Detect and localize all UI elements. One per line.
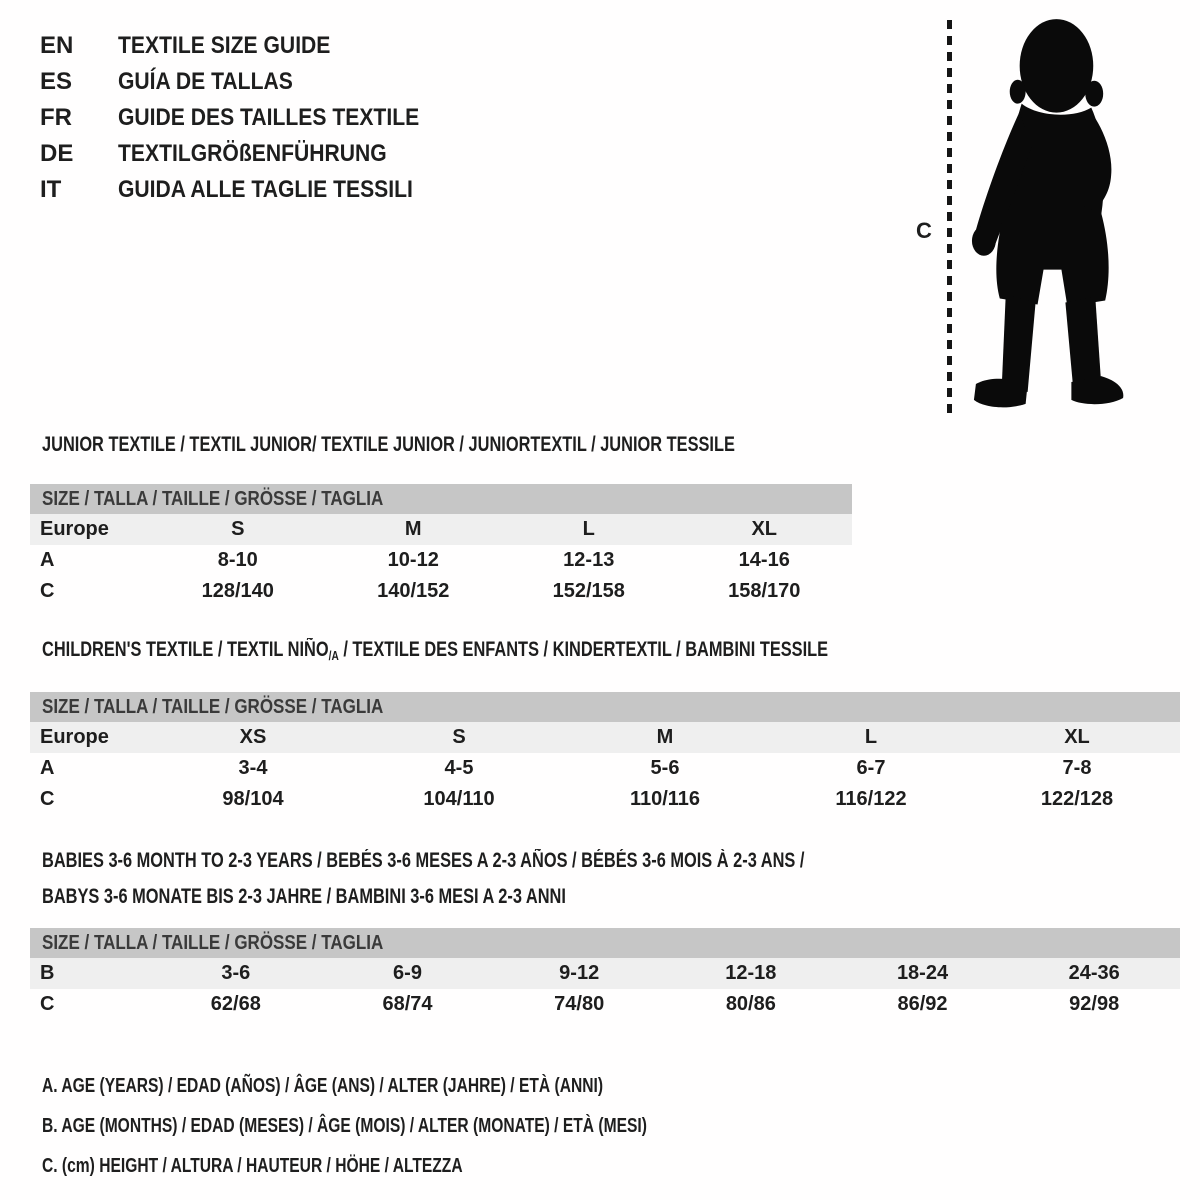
table-cell: 140/152 (377, 580, 450, 602)
row-label: C (40, 788, 55, 810)
table-cell: 6-9 (393, 962, 422, 984)
language-code: FR (40, 104, 72, 131)
table-cell: S (231, 518, 245, 540)
table-cell: 98/104 (222, 788, 284, 810)
junior-section-title (42, 433, 930, 457)
note-text: B. AGE (MONTHS) / EDAD (MESES) / ÂGE (MOIS) / ALTER (MONATE) / ETÀ (MESI) (42, 1114, 647, 1137)
table-cell: 86/92 (897, 993, 948, 1015)
language-title-list (40, 28, 460, 208)
children-size-table (30, 692, 1180, 815)
note-age-years (42, 1066, 818, 1106)
babies-section-title-text: BABIES 3-6 MONTH TO 2-3 YEARS / BEBÉS 3-6 MESES A 2-3 AÑOS / BÉBÉS 3-6 MOIS À 2-3 ANS / (42, 849, 805, 872)
size-header-band (30, 928, 1180, 958)
junior-section-title-text: JUNIOR TEXTILE / TEXTIL JUNIOR/ TEXTILE JUNIOR / JUNIORTEXTIL / JUNIOR TESSILE (42, 433, 735, 456)
table-cell: S (452, 726, 466, 748)
table-cell: 12-18 (725, 962, 777, 984)
table-cell: 68/74 (382, 993, 433, 1015)
table-cell: 24-36 (1068, 962, 1120, 984)
table-cell: 6-7 (856, 757, 886, 779)
babies-size-table (30, 928, 1180, 1020)
language-row-fr (40, 100, 460, 136)
children-section-title-text (42, 638, 828, 662)
table-cell: XS (239, 726, 267, 748)
children-title-sub: /A (328, 648, 339, 663)
table-row (30, 545, 852, 576)
table-row (30, 989, 1180, 1020)
language-row-de (40, 136, 460, 172)
language-code: ES (40, 68, 73, 95)
children-section-title (42, 638, 1050, 662)
table-cell: L (864, 726, 878, 748)
note-text: A. AGE (YEARS) / EDAD (AÑOS) / ÂGE (ANS) / ALTER (JAHRE) / ETÀ (ANNI) (42, 1074, 604, 1097)
height-measure-label: C (916, 218, 932, 243)
table-row (30, 784, 1180, 815)
babies-section-title-text: BABYS 3-6 MONATE BIS 2-3 JAHRE / BAMBINI 3-6 MESI A 2-3 ANNI (42, 885, 566, 908)
row-label: Europe (40, 726, 109, 748)
row-label: Europe (40, 518, 109, 540)
table-row (30, 753, 1180, 784)
table-cell: 110/116 (629, 788, 701, 810)
table-cell: 116/122 (835, 788, 907, 810)
size-header-band (30, 484, 852, 514)
table-cell: 158/170 (728, 580, 801, 602)
guide-title: GUÍA DE TALLAS (118, 68, 293, 95)
size-header-label: SIZE / TALLA / TAILLE / GRÖSSE / TAGLIA (42, 487, 384, 510)
table-row (30, 514, 852, 545)
row-label: A (40, 549, 55, 571)
children-title-pre: CHILDREN'S TEXTILE / TEXTIL NIÑO (42, 638, 329, 661)
table-cell: 152/158 (552, 580, 625, 602)
row-label: C (40, 993, 55, 1015)
table-cell: 104/110 (423, 788, 495, 810)
table-cell: 8-10 (217, 549, 258, 571)
row-label: B (40, 962, 55, 984)
table-row (30, 722, 1180, 753)
height-dashed-line (947, 20, 952, 415)
toddler-silhouette-icon (962, 14, 1136, 416)
guide-title: TEXTILGRÖßENFÜHRUNG (118, 140, 387, 167)
junior-size-table (30, 484, 852, 607)
language-code: DE (40, 140, 74, 167)
table-cell: 128/140 (201, 580, 274, 602)
row-label: C (40, 580, 55, 602)
note-age-months (42, 1106, 818, 1146)
table-cell: L (582, 518, 595, 540)
guide-title: GUIDE DES TAILLES TEXTILE (118, 104, 420, 131)
table-cell: XL (1064, 726, 1090, 748)
size-header-label: SIZE / TALLA / TAILLE / GRÖSSE / TAGLIA (42, 695, 384, 718)
table-cell: 10-12 (387, 549, 439, 571)
language-row-es (40, 64, 460, 100)
table-cell: M (404, 518, 422, 540)
table-cell: 122/128 (1040, 788, 1114, 810)
table-cell: 80/86 (725, 993, 776, 1015)
size-header-band (30, 692, 1180, 722)
babies-section-title-line1 (42, 849, 1020, 873)
table-cell: 3-6 (221, 962, 251, 984)
size-header-label: SIZE / TALLA / TAILLE / GRÖSSE / TAGLIA (42, 931, 384, 954)
table-cell: 92/98 (1069, 993, 1120, 1015)
language-code: EN (40, 32, 74, 59)
table-cell: 7-8 (1062, 757, 1092, 779)
row-label: A (40, 757, 55, 779)
table-cell: 14-16 (738, 549, 790, 571)
children-title-post: / TEXTILE DES ENFANTS / KINDERTEXTIL / BAMBINI TESSILE (338, 638, 829, 661)
guide-title: TEXTILE SIZE GUIDE (118, 32, 331, 59)
legend-notes (42, 1066, 818, 1186)
language-row-it (40, 172, 460, 208)
table-row (30, 576, 852, 607)
table-cell: 62/68 (210, 993, 261, 1015)
note-height-cm (42, 1146, 818, 1186)
table-row (30, 958, 1180, 989)
table-cell: 3-4 (238, 757, 268, 779)
table-cell: M (656, 726, 674, 748)
language-code: IT (40, 176, 62, 203)
babies-section-title-line2 (42, 885, 714, 909)
guide-title: GUIDA ALLE TAGLIE TESSILI (118, 176, 413, 203)
note-text: C. (cm) HEIGHT / ALTURA / HAUTEUR / HÖHE / ALTEZZA (42, 1154, 463, 1177)
table-cell: 74/80 (554, 993, 605, 1015)
table-cell: 12-13 (563, 549, 615, 571)
table-cell: 4-5 (444, 757, 474, 779)
language-row-en (40, 28, 460, 64)
table-cell: XL (751, 518, 778, 540)
table-cell: 18-24 (896, 962, 949, 984)
table-cell: 9-12 (559, 962, 600, 984)
table-cell: 5-6 (650, 757, 680, 779)
